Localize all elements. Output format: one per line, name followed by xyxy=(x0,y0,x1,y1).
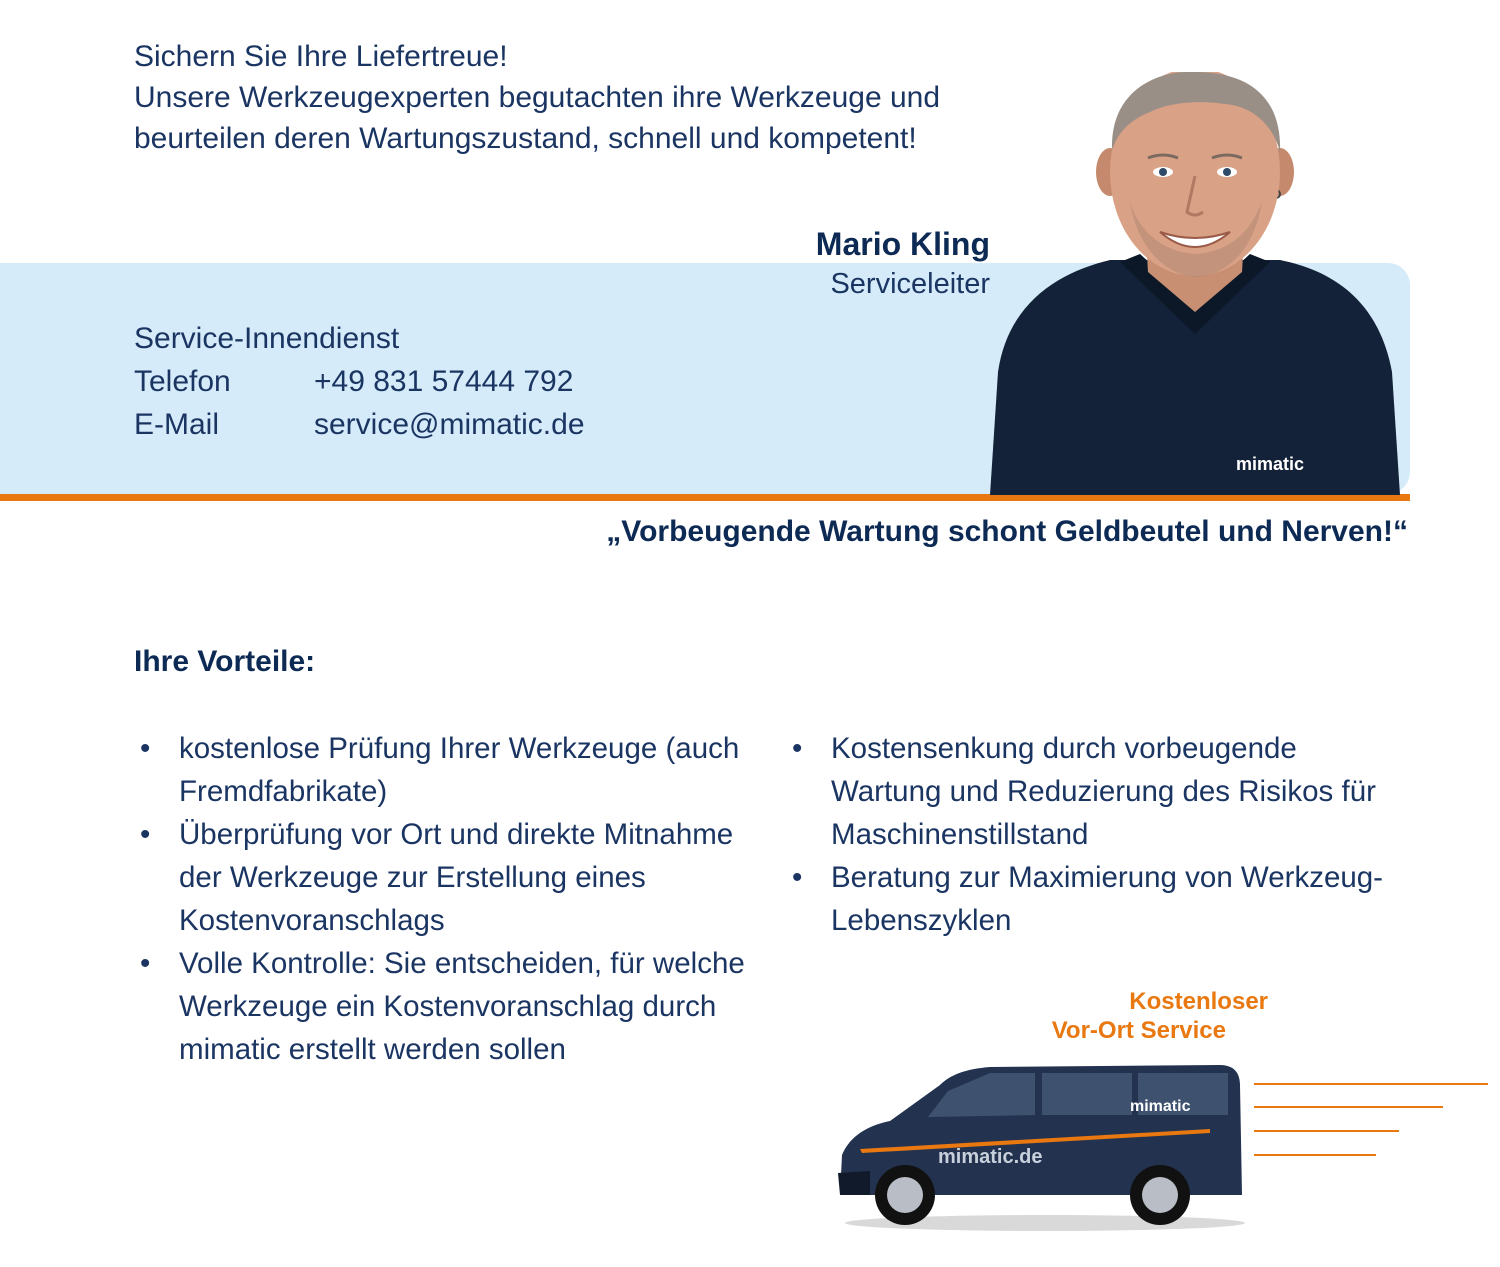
van-website-text: mimatic.de xyxy=(938,1146,1043,1168)
list-item xyxy=(786,856,1406,942)
service-label-line2: Vor-Ort Service xyxy=(1051,1017,1226,1044)
contact-email-row xyxy=(134,403,585,446)
speed-line xyxy=(1254,1106,1443,1108)
person-photo xyxy=(980,72,1410,495)
intro-line: beurteilen deren Wartungszustand, schnell und kompetent! xyxy=(134,122,917,155)
quote: „Vorbeugende Wartung schont Geldbeutel und Nerven!“ xyxy=(606,515,1408,548)
list-item xyxy=(134,727,774,813)
speed-line xyxy=(1254,1154,1376,1156)
van-brand-text: mimatic xyxy=(1130,1098,1191,1115)
department-label: Service-Innendienst xyxy=(134,322,400,355)
bullet-icon: • xyxy=(792,861,803,894)
bullet-icon: • xyxy=(140,947,151,980)
advantages-list-left xyxy=(134,727,774,1071)
person-role: Serviceleiter xyxy=(830,268,990,300)
list-item xyxy=(134,813,774,942)
speed-line xyxy=(1254,1083,1488,1085)
list-item xyxy=(134,942,774,1071)
list-item-text: Volle Kontrolle: Sie entscheiden, für welche Werkzeuge ein Kostenvoranschlag durch mimatic erstellt werden sollen xyxy=(179,947,745,1066)
shirt-logo-text: mimatic xyxy=(1236,454,1305,474)
contact-phone-row xyxy=(134,360,585,403)
advantages-list-right xyxy=(786,727,1406,942)
list-item-text: Überprüfung vor Ort und direkte Mitnahme der Werkzeuge zur Erstellung eines Kostenvoranschlags xyxy=(179,818,734,937)
bullet-icon: • xyxy=(140,732,151,765)
intro-text xyxy=(134,36,940,159)
phone-label: Telefon xyxy=(134,365,231,398)
intro-line: Unsere Werkzeugexperten begutachten ihre Werkzeuge und xyxy=(134,81,941,114)
list-item-text: kostenlose Prüfung Ihrer Werkzeuge (auch Fremdfabrikate) xyxy=(179,732,740,808)
email-link[interactable]: service@mimatic.de xyxy=(314,408,585,441)
intro-line: Sichern Sie Ihre Liefertreue! xyxy=(134,40,508,73)
service-van-image xyxy=(830,1045,1250,1235)
phone-value[interactable]: +49 831 57444 792 xyxy=(314,365,574,398)
contact-department xyxy=(134,317,585,360)
bullet-icon: • xyxy=(140,818,151,851)
email-label: E-Mail xyxy=(134,408,220,441)
person-name: Mario Kling xyxy=(815,226,990,262)
list-item-text: Beratung zur Maximierung von Werkzeug-Lebenszyklen xyxy=(831,861,1384,937)
contact-block xyxy=(134,317,585,446)
list-item-text: Kostensenkung durch vorbeugende Wartung und Reduzierung des Risikos für Maschinenstillstand xyxy=(831,732,1376,851)
list-item xyxy=(786,727,1406,856)
orange-divider xyxy=(0,494,1410,501)
service-label-line1: Kostenloser xyxy=(1129,988,1268,1015)
bullet-icon: • xyxy=(792,732,803,765)
advantages-title: Ihre Vorteile: xyxy=(134,645,316,678)
speed-line xyxy=(1254,1130,1399,1132)
